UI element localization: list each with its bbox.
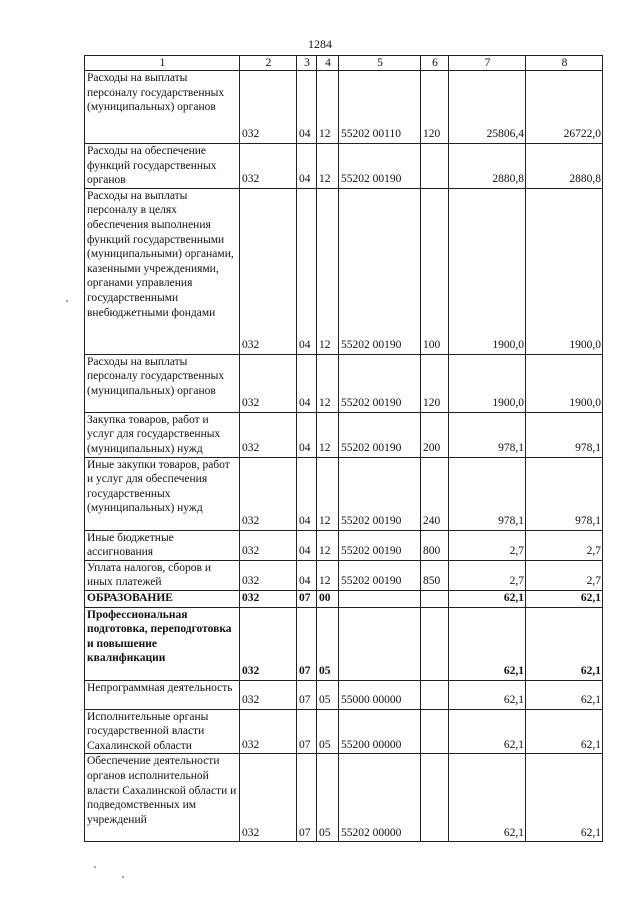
column-header: 1 [85, 56, 240, 71]
admin-code-cell: 032 [240, 412, 297, 457]
table-row [85, 144, 603, 189]
row-name-cell: Уплата налогов, сборов и иных платежей [85, 560, 240, 590]
target-article-cell: 55202 00190 [339, 188, 421, 354]
expense-type-cell [421, 607, 449, 680]
admin-code-cell: 032 [240, 590, 297, 607]
budget-table [84, 55, 603, 842]
amount-cell-year1: 978,1 [449, 412, 526, 457]
subsection-cell: 05 [317, 754, 339, 842]
section-cell: 04 [297, 530, 317, 560]
section-cell: 04 [297, 560, 317, 590]
column-header: 2 [240, 56, 297, 71]
amount-cell-year2: 1900,0 [526, 188, 603, 354]
table-row [85, 457, 603, 530]
table-row [85, 590, 603, 607]
admin-code-cell: 032 [240, 457, 297, 530]
target-article-cell: 55000 00000 [339, 680, 421, 709]
expense-type-cell: 200 [421, 412, 449, 457]
column-header: 7 [449, 56, 526, 71]
amount-cell-year1: 1900,0 [449, 354, 526, 412]
amount-cell-year1: 1900,0 [449, 188, 526, 354]
table-body [85, 56, 603, 842]
target-article-cell [339, 607, 421, 680]
section-cell: 07 [297, 754, 317, 842]
section-cell: 04 [297, 457, 317, 530]
section-cell: 04 [297, 412, 317, 457]
admin-code-cell: 032 [240, 188, 297, 354]
table-row [85, 680, 603, 709]
table-row [85, 709, 603, 754]
amount-cell-year2: 2,7 [526, 530, 603, 560]
target-article-cell: 55202 00190 [339, 412, 421, 457]
amount-cell-year1: 62,1 [449, 590, 526, 607]
amount-cell-year2: 978,1 [526, 457, 603, 530]
admin-code-cell: 032 [240, 530, 297, 560]
table-row [85, 607, 603, 680]
target-article-cell [339, 590, 421, 607]
amount-cell-year2: 2880,8 [526, 144, 603, 189]
target-article-cell: 55202 00190 [339, 144, 421, 189]
amount-cell-year2: 62,1 [526, 607, 603, 680]
subsection-cell: 12 [317, 354, 339, 412]
target-article-cell: 55202 00190 [339, 560, 421, 590]
row-name-cell: Непрограммная деятельность [85, 680, 240, 709]
subsection-cell: 12 [317, 530, 339, 560]
target-article-cell: 55202 00190 [339, 354, 421, 412]
table-row [85, 754, 603, 842]
target-article-cell: 55202 00190 [339, 457, 421, 530]
column-header: 8 [526, 56, 603, 71]
expense-type-cell [421, 144, 449, 189]
amount-cell-year1: 2,7 [449, 530, 526, 560]
target-article-cell: 55200 00000 [339, 709, 421, 754]
header-row [85, 56, 603, 71]
row-name-cell: Исполнительные органы государственной власти Сахалинской области [85, 709, 240, 754]
expense-type-cell [421, 754, 449, 842]
expense-type-cell [421, 680, 449, 709]
amount-cell-year2: 62,1 [526, 590, 603, 607]
scan-speck [66, 300, 68, 302]
target-article-cell: 55202 00190 [339, 530, 421, 560]
amount-cell-year2: 2,7 [526, 560, 603, 590]
column-header: 5 [339, 56, 421, 71]
row-name-cell: Расходы на выплаты персоналу государственных (муниципальных) органов [85, 354, 240, 412]
amount-cell-year1: 25806,4 [449, 71, 526, 144]
section-cell: 04 [297, 188, 317, 354]
expense-type-cell: 850 [421, 560, 449, 590]
section-cell: 04 [297, 144, 317, 189]
target-article-cell: 55202 00000 [339, 754, 421, 842]
expense-type-cell [421, 709, 449, 754]
expense-type-cell [421, 590, 449, 607]
row-name-cell: Закупка товаров, работ и услуг для государственных (муниципальных) нужд [85, 412, 240, 457]
row-name-cell: Расходы на обеспечение функций государственных органов [85, 144, 240, 189]
target-article-cell: 55202 00110 [339, 71, 421, 144]
section-cell: 04 [297, 71, 317, 144]
subsection-cell: 12 [317, 412, 339, 457]
admin-code-cell: 032 [240, 754, 297, 842]
expense-type-cell: 800 [421, 530, 449, 560]
amount-cell-year2: 26722,0 [526, 71, 603, 144]
amount-cell-year2: 978,1 [526, 412, 603, 457]
amount-cell-year2: 62,1 [526, 754, 603, 842]
row-name-cell: Расходы на выплаты персоналу государственных (муниципальных) органов [85, 71, 240, 144]
amount-cell-year1: 2,7 [449, 560, 526, 590]
amount-cell-year1: 62,1 [449, 680, 526, 709]
admin-code-cell: 032 [240, 607, 297, 680]
subsection-cell: 05 [317, 680, 339, 709]
table-row [85, 412, 603, 457]
subsection-cell: 12 [317, 457, 339, 530]
column-header: 4 [317, 56, 339, 71]
row-name-cell: Расходы на выплаты персоналу в целях обеспечения выполнения функций государственными (муниципальными) органами, казенными учреждениями, органами управления государственными внебюджетными фондами [85, 188, 240, 354]
subsection-cell: 12 [317, 71, 339, 144]
admin-code-cell: 032 [240, 560, 297, 590]
table-row [85, 71, 603, 144]
amount-cell-year2: 1900,0 [526, 354, 603, 412]
amount-cell-year1: 62,1 [449, 754, 526, 842]
table-row [85, 530, 603, 560]
row-name-cell: Иные бюджетные ассигнования [85, 530, 240, 560]
page-number: 1284 [308, 37, 332, 51]
admin-code-cell: 032 [240, 354, 297, 412]
expense-type-cell: 100 [421, 188, 449, 354]
column-header: 6 [421, 56, 449, 71]
admin-code-cell: 032 [240, 144, 297, 189]
row-name-cell: Профессиональная подготовка, переподготовка и повышение квалификации [85, 607, 240, 680]
row-name-cell: Обеспечение деятельности органов исполнительной власти Сахалинской области и подведомственных им учреждений [85, 754, 240, 842]
section-cell: 07 [297, 709, 317, 754]
row-name-cell: ОБРАЗОВАНИЕ [85, 590, 240, 607]
section-cell: 07 [297, 590, 317, 607]
table-row [85, 354, 603, 412]
subsection-cell: 00 [317, 590, 339, 607]
subsection-cell: 12 [317, 188, 339, 354]
row-name-cell: Иные закупки товаров, работ и услуг для обеспечения государственных (муниципальных) нужд [85, 457, 240, 530]
section-cell: 07 [297, 607, 317, 680]
amount-cell-year1: 2880,8 [449, 144, 526, 189]
admin-code-cell: 032 [240, 709, 297, 754]
table-row [85, 188, 603, 354]
amount-cell-year1: 62,1 [449, 607, 526, 680]
scan-speck [94, 866, 96, 868]
expense-type-cell: 120 [421, 71, 449, 144]
section-cell: 07 [297, 680, 317, 709]
expense-type-cell: 120 [421, 354, 449, 412]
column-header: 3 [297, 56, 317, 71]
subsection-cell: 12 [317, 560, 339, 590]
amount-cell-year2: 62,1 [526, 709, 603, 754]
expense-type-cell: 240 [421, 457, 449, 530]
amount-cell-year1: 62,1 [449, 709, 526, 754]
subsection-cell: 05 [317, 709, 339, 754]
subsection-cell: 12 [317, 144, 339, 189]
scan-speck [122, 876, 124, 878]
subsection-cell: 05 [317, 607, 339, 680]
amount-cell-year1: 978,1 [449, 457, 526, 530]
section-cell: 04 [297, 354, 317, 412]
admin-code-cell: 032 [240, 71, 297, 144]
admin-code-cell: 032 [240, 680, 297, 709]
amount-cell-year2: 62,1 [526, 680, 603, 709]
table-row [85, 560, 603, 590]
